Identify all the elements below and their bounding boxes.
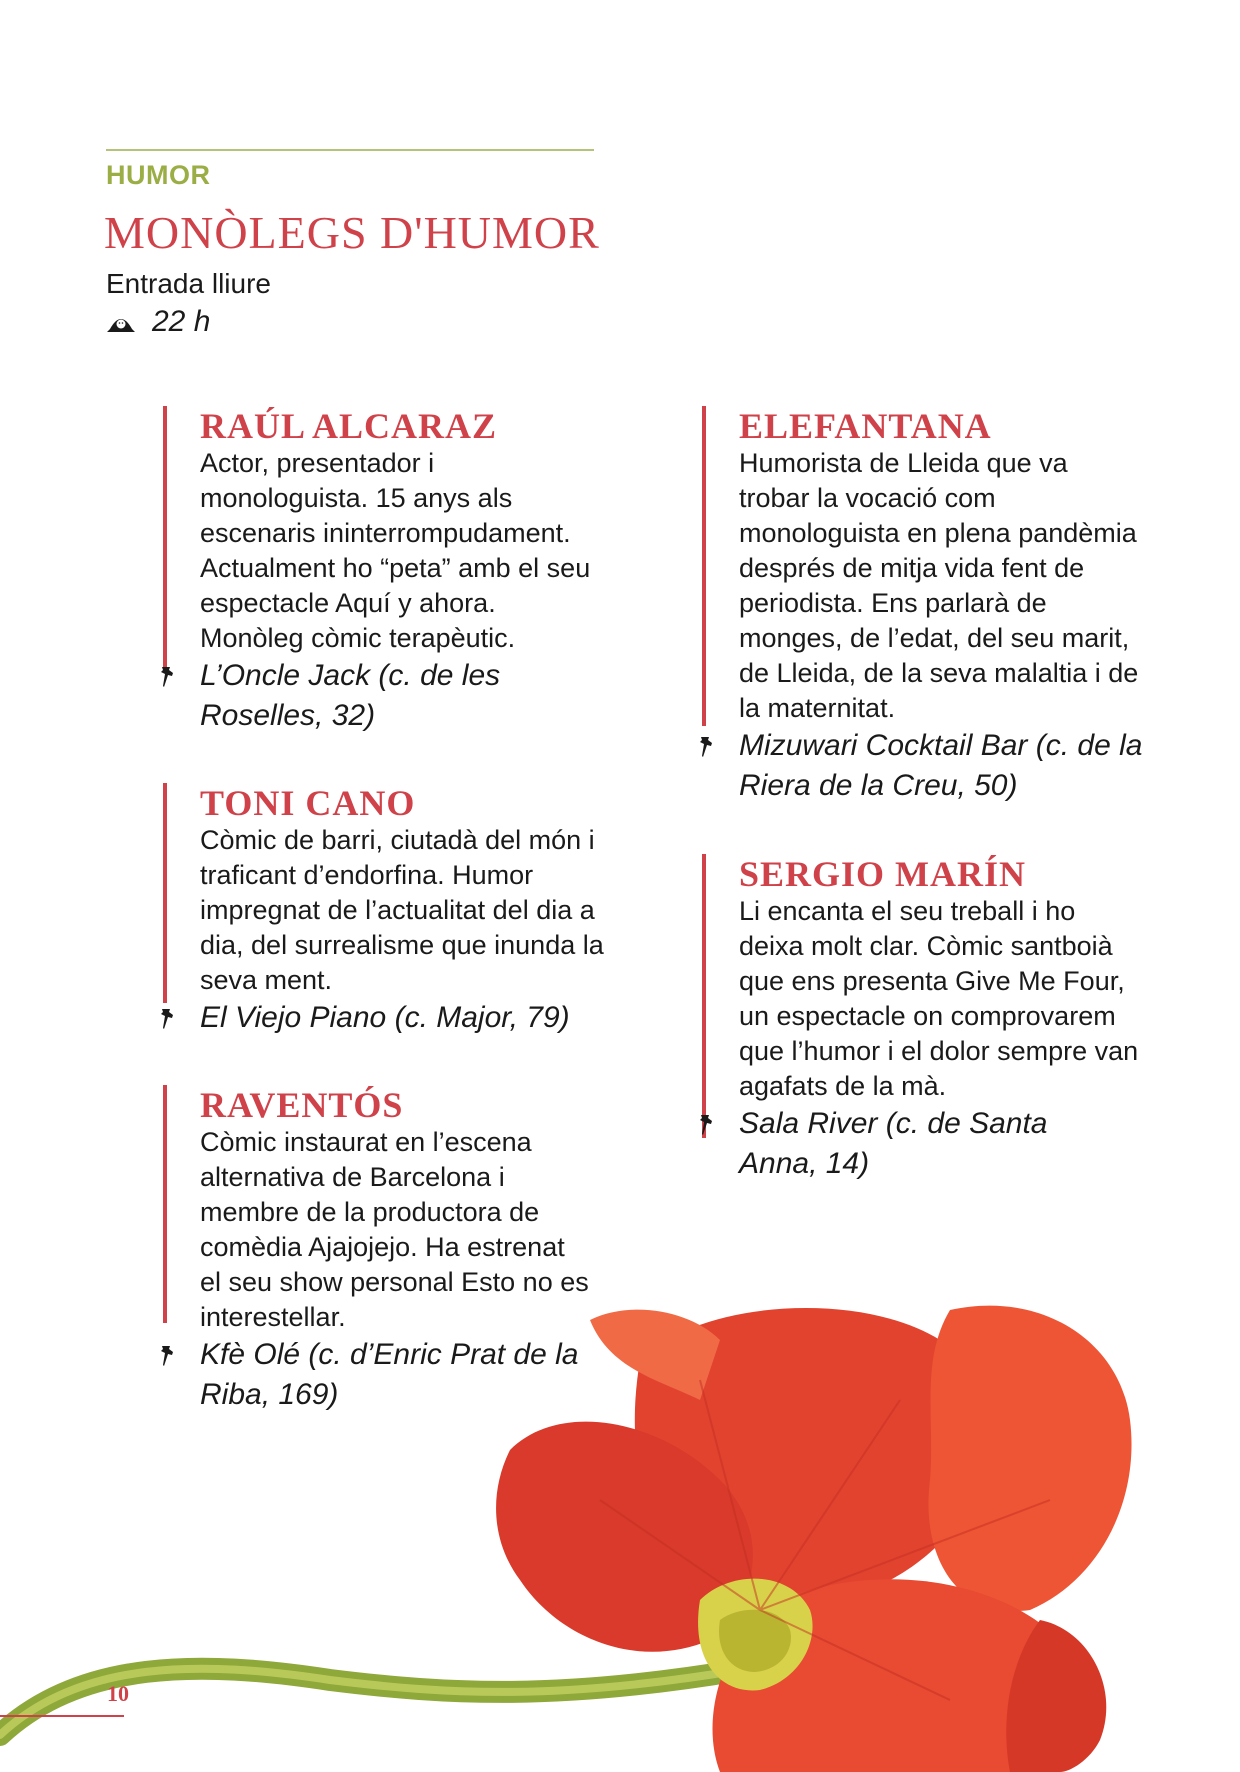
entry-info: Entrada lliure <box>106 268 271 299</box>
entry-toni-cano <box>163 783 604 1038</box>
entry-name: ELEFANTANA <box>739 406 992 446</box>
pin-icon <box>160 665 176 689</box>
entry-venue-text: El Viejo Piano (c. Major, 79) <box>200 1001 570 1034</box>
entry-name: RAVENTÓS <box>200 1085 404 1125</box>
page-title: MONÒLEGS D'HUMOR <box>104 207 600 258</box>
entry-name: TONI CANO <box>200 783 416 823</box>
entry-raul-alcaraz <box>163 406 591 736</box>
entry-description: Còmic instaurat en l’escena alternativa de Barcelona i membre de la productora de comèdia Ajajojejo. Ha estrenat el seu show personal Esto no es interestellar. <box>200 1127 589 1332</box>
entry-bar <box>163 406 167 672</box>
entry-elefantana <box>702 406 1143 806</box>
entry-description: Humorista de Lleida que va trobar la vocació com monologuista en plena pandèmia després de mitja vida fent de periodista. Ens parlarà de monges, de l’edat, del seu marit, de Lleida, de la seva malaltia i de la maternitat. <box>739 448 1139 723</box>
entry-venue <box>739 1104 1079 1184</box>
entry-venue-text: Mizuwari Cocktail Bar (c. de la Riera de la Creu, 50) <box>739 729 1143 802</box>
time-value: 22 h <box>152 305 211 338</box>
time-row <box>106 305 210 339</box>
moon-icon <box>106 311 136 333</box>
pin-icon <box>699 1113 715 1137</box>
entry-venue <box>739 726 1144 806</box>
bottom-rule <box>0 1715 124 1717</box>
flower-illustration <box>0 1280 1240 1772</box>
top-rule <box>106 149 594 151</box>
entry-venue-text: L’Oncle Jack (c. de les Roselles, 32) <box>200 659 501 732</box>
entry-description: Còmic de barri, ciutadà del món i traficant d’endorfina. Humor impregnat de l’actualitat del dia a dia, del surrealisme que inunda la seva ment. <box>200 825 604 995</box>
pin-icon <box>160 1007 176 1031</box>
page-number: 10 <box>107 1681 129 1706</box>
entry-description: Actor, presentador i monologuista. 15 anys als escenaris ininterrompudament. Actualment ho “peta” amb el seu espectacle Aquí y ahora. Monòleg còmic terapèutic. <box>200 448 591 653</box>
entry-bar <box>702 406 706 726</box>
entry-sergio-marin <box>702 854 1139 1184</box>
entry-bar <box>163 783 167 1003</box>
entry-name: SERGIO MARÍN <box>739 854 1027 894</box>
entry-bar <box>702 854 706 1138</box>
entry-venue-text: Sala River (c. de Santa Anna, 14) <box>739 1107 1048 1180</box>
entry-venue <box>200 998 620 1038</box>
pin-icon <box>699 735 715 759</box>
entry-venue-text: Kfè Olé (c. d’Enric Prat de la Riba, 169) <box>200 1338 579 1411</box>
entry-name: RAÚL ALCARAZ <box>200 406 498 446</box>
section-category: HUMOR <box>106 160 211 190</box>
entry-description: Li encanta el seu treball i ho deixa molt clar. Còmic santboià que ens presenta Give Me Four, un espectacle on comprovarem que l’humor i el dolor sempre van agafats de la mà. <box>739 896 1139 1101</box>
entry-venue <box>200 656 540 736</box>
